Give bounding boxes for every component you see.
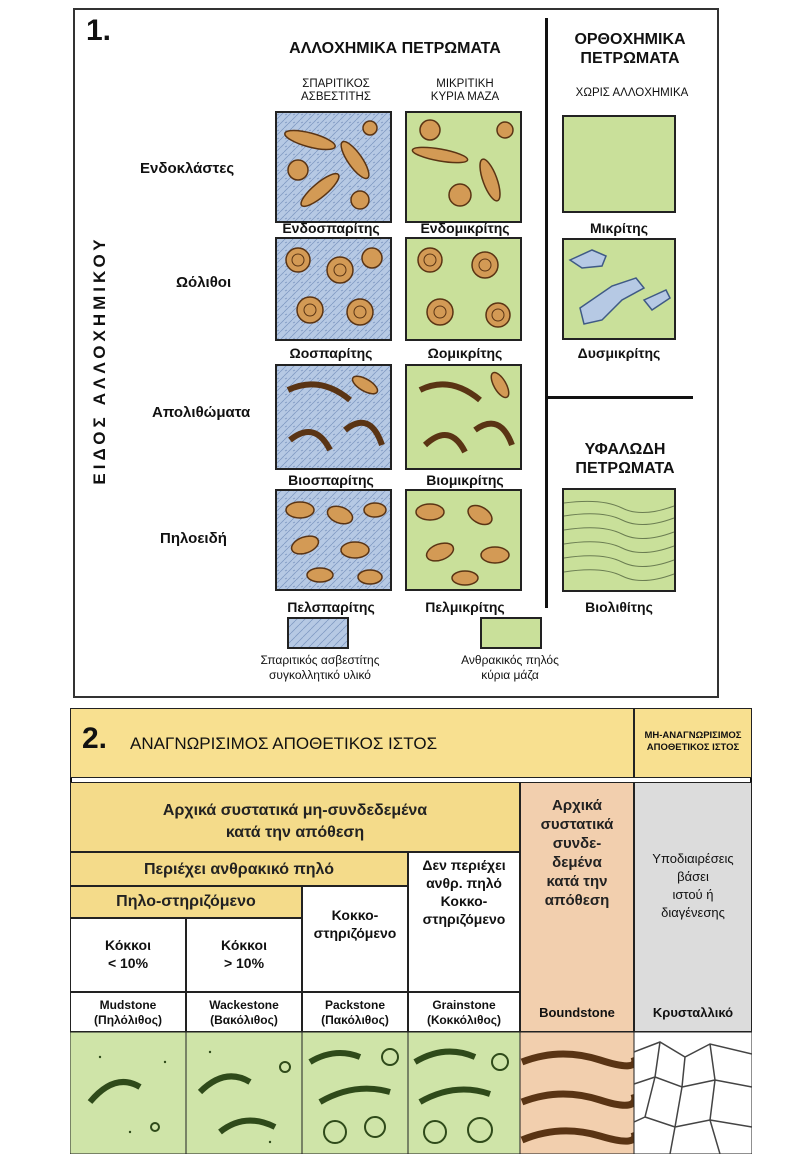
legend-sparry-line-1: Σπαριτικός ασβεστίτης [260,653,380,667]
packstone-en: Packstone [324,998,386,1012]
wackestone-en: Wackestone [209,998,279,1012]
tile-pelsparite [276,490,391,590]
sparry-header-line-1: ΣΠΑΡΙΤΙΚΟΣ [302,78,370,90]
bound-line-1: Αρχικά [551,797,602,814]
panel-2-number: 2. [82,722,108,755]
grain-supported-text [302,906,408,942]
bound-line-3: συνδε- [552,835,602,852]
grainstone-gr: (Κοκκόλιθος) [426,1013,502,1027]
tile-biolithite [562,488,676,592]
reef-title-line-1: ΥΦΑΛΩΔΗ [584,441,666,458]
subdivisions-line-3: ιστού ή [672,887,714,902]
legend-micrite-text [430,653,590,683]
tile-intramicrite [406,112,521,222]
grains-lt-line-1: Κόκκοι [105,937,151,953]
grains-gt-line-2: > 10% [223,955,265,971]
tile-intrasparite [276,112,391,222]
legend-micrite-line-2: κύρια μάζα [481,668,539,682]
caption-biosparite: Βιοσπαρίτης [288,472,374,488]
name-mudstone [70,998,186,1028]
orthochem-title [550,30,710,68]
not-recognizable-line-1: ΜΗ-ΑΝΑΓΝΩΡΙΣΙΜΟΣ [644,730,742,741]
no-mud-line-1: Δεν περιέχει [422,857,506,873]
unbound-line-2: κατά την απόθεση [225,824,365,841]
tile-oomicrite [406,238,521,340]
subdivisions-line-4: διαγένεσης [661,905,725,920]
row-label-ooliths: Ωόλιθοι [176,274,232,291]
orthochem-title-line-2: ΠΕΤΡΩΜΑΤΑ [580,50,680,67]
caption-dismicrite: Δυσμικρίτης [577,345,661,361]
name-crystalline: Κρυσταλλικό [652,1005,734,1020]
no-mud-line-2: ανθρ. πηλό [426,875,502,891]
bound-line-6: απόθεση [544,892,610,909]
row-label-intraclasts: Ενδοκλάστες [140,160,235,177]
texture-strip [70,1032,752,1154]
subdivisions-line-2: βάσει [677,869,709,884]
legend-sparry-line-2: συγκολλητικό υλικό [269,668,371,682]
caption-pelmicrite: Πελμικρίτης [425,599,505,615]
grain-supported-line-2: στηριζόμενο [313,925,397,941]
name-wackestone [186,998,302,1028]
grains-more-10-text [186,936,302,972]
caption-biolithite: Βιολιθίτης [585,599,653,615]
not-recognizable-title [634,730,752,754]
subdivisions-text [634,850,752,922]
grains-gt-line-1: Κόκκοι [221,937,267,953]
wackestone-gr: (Βακόλιθος) [210,1013,278,1027]
caption-intrasparite: Ενδοσπαρίτης [282,220,380,236]
bound-text [520,796,634,910]
tile-biosparite [276,365,391,469]
not-recognizable-line-2: ΑΠΟΘΕΤΙΚΟΣ ΙΣΤΟΣ [646,742,740,753]
orthochem-title-line-1: ΟΡΘΟΧΗΜΙΚΑ [574,31,686,48]
legend-micrite-swatch [480,617,542,649]
grainstone-en: Grainstone [432,998,496,1012]
reef-title-line-2: ΠΕΤΡΩΜΑΤΑ [575,460,675,477]
tile-micrite [562,115,676,213]
contains-mud-text: Περιέχει ανθρακικό πηλό [144,861,334,878]
texture-boundstone [520,1032,635,1154]
row-label-fossils: Απολιθώματα [152,404,251,421]
name-packstone [302,998,408,1028]
allochem-title: ΑΛΛΟΧΗΜΙΚΑ ΠΕΤΡΩΜΑΤΑ [289,40,501,57]
no-mud-line-3: Κοκκο- [440,893,488,909]
vertical-axis-label: ΕΙΔΟΣ ΑΛΛΟΧΗΜΙΚΟΥ [90,235,109,485]
grains-less-10-text [70,936,186,972]
sparry-header-line-2: ΑΣΒΕΣΤΙΤΗΣ [301,91,371,103]
legend-sparry-swatch [287,617,349,649]
no-allochem-label: ΧΩΡΙΣ ΑΛΛΟΧΗΜΙΚΑ [575,87,689,99]
grain-supported-line-1: Κοκκο- [331,907,379,923]
bound-line-5: κατά την [546,873,608,890]
recognizable-title: ΑΝΑΓΝΩΡΙΣΙΜΟΣ ΑΠΟΘΕΤΙΚΟΣ ΙΣΤΟΣ [130,734,438,753]
no-mud-text [408,856,520,928]
panel-1-number: 1. [86,14,112,47]
caption-micrite: Μικρίτης [590,220,648,236]
caption-oosparite: Ωοσπαρίτης [289,345,373,361]
caption-biomicrite: Βιομικρίτης [426,472,504,488]
bound-line-2: συστατικά [540,816,614,833]
legend-micrite-line-1: Ανθρακικός πηλός [461,653,559,667]
grains-lt-line-2: < 10% [107,955,149,971]
row-label-pellets: Πηλοειδή [160,530,227,547]
reef-title [555,440,695,478]
no-mud-line-4: στηριζόμενο [422,911,506,927]
packstone-gr: (Πακόλιθος) [321,1013,389,1027]
subdivisions-line-1: Υποδιαιρέσεις [652,851,734,866]
micrite-header-line-2: ΚΥΡΙΑ ΜΑΖΑ [430,91,500,103]
tile-dismicrite [562,238,676,340]
tile-oosparite [276,238,391,340]
texture-crystalline [634,1032,752,1154]
mudstone-gr: (Πηλόλιθος) [94,1013,162,1027]
horizontal-divider [547,396,693,399]
caption-pelsparite: Πελσπαρίτης [287,599,375,615]
name-boundstone: Boundstone [539,1005,615,1020]
name-grainstone [408,998,520,1028]
tile-pelmicrite [406,490,521,590]
caption-intramicrite: Ενδομικρίτης [420,220,510,236]
bound-line-4: δεμένα [552,854,602,871]
unbound-text [70,800,520,844]
micrite-header-line-1: ΜΙΚΡΙΤΙΚΗ [436,78,494,90]
unbound-line-1: Αρχικά συστατικά μη-συνδεδεμένα [162,802,428,819]
mud-supported-text: Πηλο-στηριζόμενο [116,893,256,910]
caption-oomicrite: Ωομικρίτης [427,345,503,361]
legend-sparry-text [240,653,400,683]
mudstone-en: Mudstone [99,998,157,1012]
tile-biomicrite [406,365,521,469]
